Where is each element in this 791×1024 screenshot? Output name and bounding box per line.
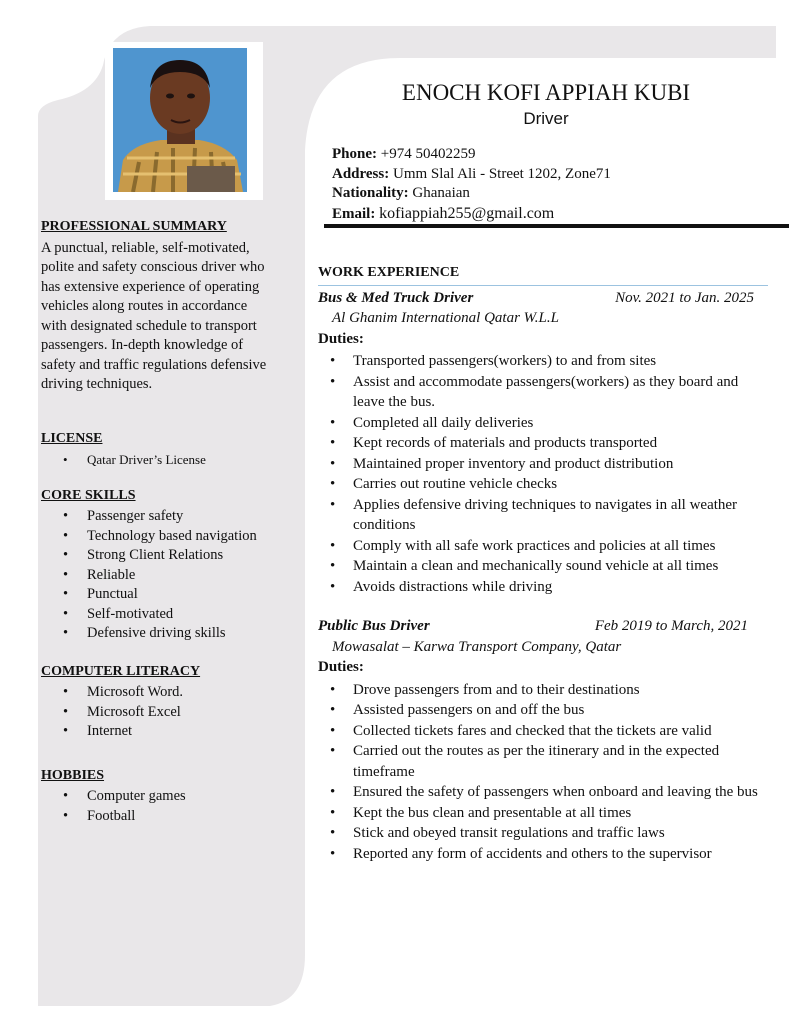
hobbies-list: [41, 787, 273, 826]
job-entry: [318, 616, 768, 864]
list-item: • Strong Client Relations: [41, 546, 273, 566]
contact-block: [332, 145, 611, 224]
list-item: • Reported any form of accidents and others to the supervisor: [318, 844, 768, 865]
profile-photo: [113, 48, 247, 192]
phone-label: Phone:: [332, 146, 377, 162]
list-item: • Passenger safety: [41, 507, 273, 527]
professional-summary-text: A punctual, reliable, self-motivated, polite and safety conscious driver who has extensive experience of operating vehicles along routes in accordance with designated schedule to transport passengers. In-depth knowledge of safety and traffic regulations defensive driving techniques.: [41, 239, 267, 392]
work-experience-section: [318, 263, 768, 864]
work-experience-heading: WORK EXPERIENCE: [318, 263, 768, 286]
duties-label: Duties:: [318, 330, 364, 347]
job-entry: [318, 288, 768, 598]
phone-value: +974 50402259: [380, 146, 476, 162]
list-item: • Kept the bus clean and presentable at all times: [318, 803, 768, 824]
duties-list: [318, 351, 768, 597]
profile-photo-frame: [105, 42, 263, 200]
nationality-value: Ghanaian: [412, 185, 470, 201]
email-line: [332, 204, 611, 225]
list-item: • Football: [41, 807, 273, 827]
list-item: • Microsoft Word.: [41, 683, 273, 703]
list-item: • Avoids distractions while driving: [318, 577, 768, 598]
duties-list: [318, 680, 768, 865]
duties-label: Duties:: [318, 659, 364, 675]
core-skills-heading: CORE SKILLS: [41, 487, 136, 503]
list-item: • Defensive driving skills: [41, 624, 273, 644]
license-list: [41, 450, 273, 470]
nationality-line: [332, 184, 611, 204]
address-value: Umm Slal Ali - Street 1202, Zone71: [392, 165, 611, 182]
sidebar: [41, 217, 273, 826]
list-item: • Stick and obeyed transit regulations and traffic laws: [318, 823, 768, 844]
nationality-label: Nationality:: [332, 185, 409, 201]
address-line: [332, 165, 611, 185]
list-item: • Kept records of materials and products transported: [318, 433, 768, 454]
hobbies-heading: HOBBIES: [41, 767, 105, 783]
computer-literacy-list: [41, 683, 273, 742]
job-dates: Nov. 2021 to Jan. 2025: [615, 289, 754, 306]
email-value: kofiappiah255@gmail.com: [379, 204, 555, 222]
header-divider: [324, 224, 789, 228]
list-item: • Assist and accommodate passengers(workers) as they board and leave the bus.: [318, 372, 768, 413]
address-label: Address:: [332, 165, 390, 182]
list-item: • Carried out the routes as per the itinerary and in the expected timeframe: [318, 741, 768, 782]
list-item: • Comply with all safe work practices and policies at all times: [318, 536, 768, 557]
list-item: • Qatar Driver’s License: [41, 450, 273, 470]
list-item: • Transported passengers(workers) to and from sites: [318, 351, 768, 372]
candidate-role: Driver: [523, 109, 569, 128]
license-heading: LICENSE: [41, 430, 103, 446]
email-label: Email:: [332, 205, 376, 222]
list-item: • Technology based navigation: [41, 527, 273, 547]
list-item: • Drove passengers from and to their destinations: [318, 680, 768, 701]
phone-line: [332, 145, 611, 165]
list-item: • Computer games: [41, 787, 273, 807]
list-item: • Completed all daily deliveries: [318, 413, 768, 434]
list-item: • Applies defensive driving techniques to navigates in all weather conditions: [318, 495, 768, 536]
job-dates: Feb 2019 to March, 2021: [594, 618, 748, 634]
job-company: Mowasalat – Karwa Transport Company, Qatar: [332, 638, 622, 655]
list-item: • Collected tickets fares and checked that the tickets are valid: [318, 721, 768, 742]
list-item: • Internet: [41, 722, 273, 742]
list-item: • Assisted passengers on and off the bus: [318, 700, 768, 721]
list-item: • Punctual: [41, 585, 273, 605]
job-company: Al Ghanim International Qatar W.L.L: [332, 310, 559, 326]
list-item: • Ensured the safety of passengers when onboard and leaving the bus: [318, 782, 768, 803]
core-skills-list: [41, 507, 273, 644]
list-item: • Reliable: [41, 566, 273, 586]
list-item: • Maintain a clean and mechanically sound vehicle at all times: [318, 556, 768, 577]
list-item: • Maintained proper inventory and product distribution: [318, 454, 768, 475]
list-item: • Carries out routine vehicle checks: [318, 474, 768, 495]
computer-literacy-heading: COMPUTER LITERACY: [41, 663, 201, 679]
job-title-row: [318, 616, 768, 637]
list-item: • Microsoft Excel: [41, 703, 273, 723]
list-item: • Self-motivated: [41, 605, 273, 625]
candidate-name: ENOCH KOFI APPIAH KUBI: [401, 80, 691, 105]
job-title: Bus & Med Truck Driver: [318, 289, 474, 306]
job-title-row: [318, 288, 768, 309]
job-title: Public Bus Driver: [318, 618, 430, 634]
professional-summary-heading: PROFESSIONAL SUMMARY: [41, 219, 227, 234]
